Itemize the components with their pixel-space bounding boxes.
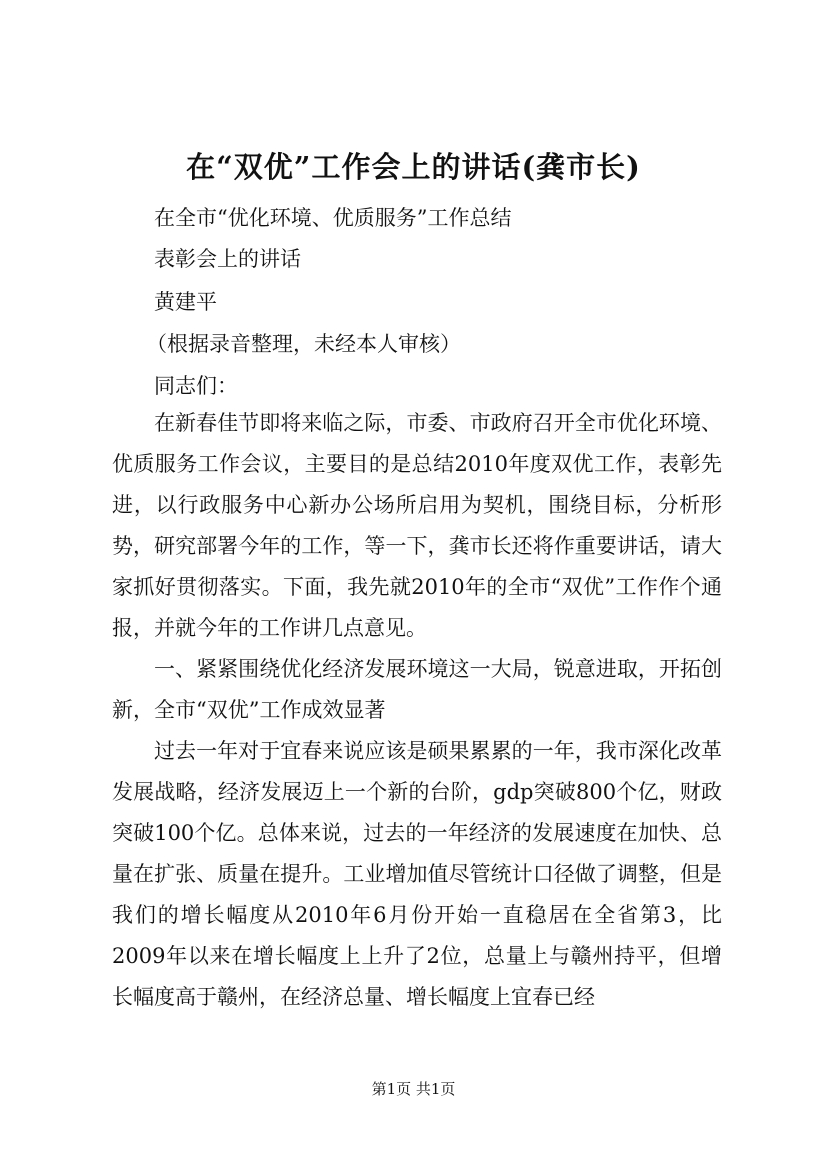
subtitle-line-1: 在全市“优化环境、优质服务”工作总结 (154, 206, 512, 230)
section-heading-1: 一、紧紧围绕优化经济发展环境这一大局，锐意进取，开拓创新，全市“双优”工作成效显著 (112, 657, 722, 722)
document-title: 在“双优”工作会上的讲话(龚市长) (186, 150, 641, 184)
salutation: 同志们： (154, 374, 238, 398)
subtitle-line-2: 表彰会上的讲话 (154, 247, 301, 271)
page-footer: 第1页 共1页 (371, 1080, 456, 1098)
paragraph-intro: 在新春佳节即将来临之际，市委、市政府召开全市优化环境、优质服务工作会议，主要目的是总结2010年度双优工作，表彰先进，以行政服务中心新办公场所启用为契机，围绕目标，分析形势，研究部署今年的工作，等一下，龚市长还将作重要讲话，请大家抓好贯彻落实。下面，我先就2010年的全市“双优”工作作个通报，并就今年的工作讲几点意见。 (112, 411, 722, 640)
author-name: 黄建平 (154, 290, 217, 314)
transcription-note: （根据录音整理，未经本人审核） (146, 332, 461, 356)
paragraph-review: 过去一年对于宜春来说应该是硕果累累的一年，我市深化改革发展战略，经济发展迈上一个新的台阶，gdp突破800个亿，财政突破100个亿。总体来说，过去的一年经济的发展速度在加快、总量在扩张、质量在提升。工业增加值尽管统计口径做了调整，但是我们的增长幅度从2010年6月份开始一直稳居在全省第3，比2009年以来在增长幅度上上升了2位，总量上与赣州持平，但增长幅度高于赣州，在经济总量、增长幅度上宜春已经 (112, 739, 722, 1009)
